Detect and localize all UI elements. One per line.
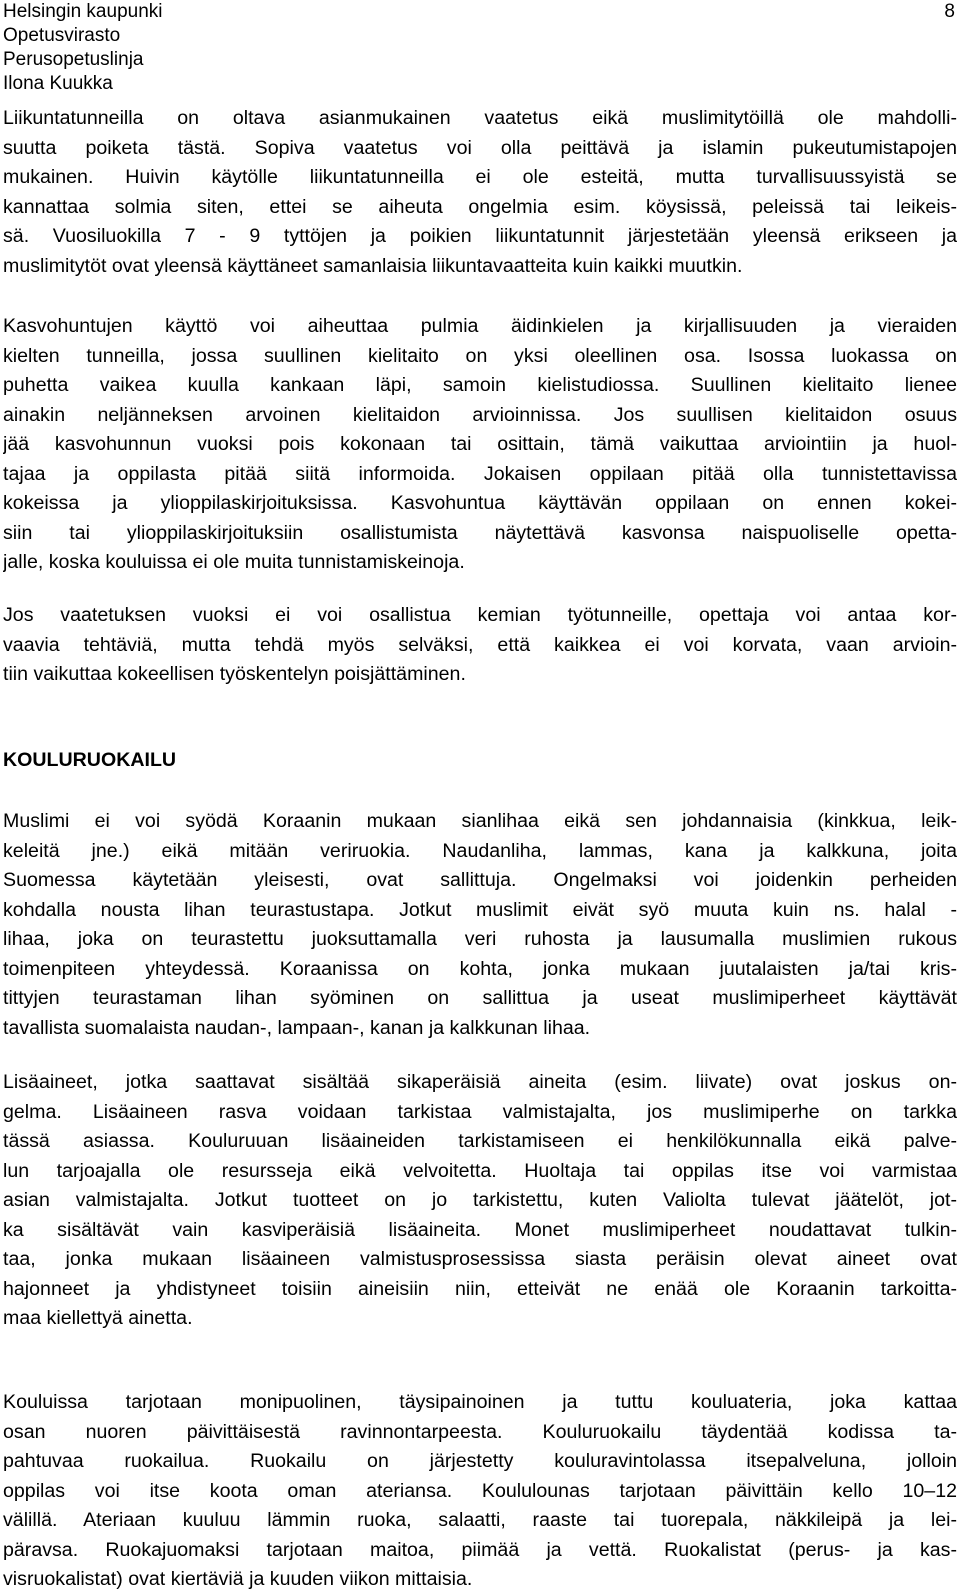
- paragraph-line: oppilas voi itse koota oman ateriansa. Koululounas tarjotaan päivittäin kello 10–12: [3, 1479, 957, 1502]
- paragraph-line: lihaa, joka on teurastettu juoksuttamalla veri ruhosta ja lausumalla muslimien rukous: [3, 928, 957, 950]
- paragraph-line: jalle, koska kouluissa ei ole muita tunnistamiskeinoja.: [3, 551, 465, 573]
- paragraph-line: tässä asiassa. Kouluruuan lisäaineiden tarkistamiseen ei henkilökunnalla eikä palve-: [3, 1130, 957, 1152]
- paragraph-line: siin tai ylioppilaskirjoituksiin osallistumista näytettävä kasvonsa naispuoliselle opetta-: [3, 521, 957, 544]
- paragraph-line: tiin vaikuttaa kokeellisen työskentelyn poisjättäminen.: [3, 663, 466, 685]
- paragraph-line: välillä. Ateriaan kuuluu lämmin ruoka, salaatti, raaste tai tuorepala, näkkileipä ja lei-: [3, 1509, 957, 1531]
- paragraph-line: toimenpiteen yhteydessä. Koraanissa on kohta, jonka mukaan juutalaisten ja/tai kris-: [3, 957, 957, 980]
- paragraph-chemistry-lessons: [3, 601, 957, 690]
- paragraph-line: tajaa ja oppilasta pitää siitä informoida. Jokaisen oppilaan pitää olla tunnistettavissa: [3, 462, 957, 485]
- paragraph-line: puhetta vaikea kuulla kankaan läpi, samoin kielistudiossa. Suullinen kielitaito lienee: [3, 374, 957, 396]
- paragraph-line: pahtuvaa ruokailua. Ruokailu on järjestetty kouluravintolassa itsepalveluna, jolloin: [3, 1450, 957, 1472]
- section-heading: KOULURUOKAILU: [3, 749, 177, 771]
- paragraph-line: ainakin neljänneksen arvoinen kielitaidon arvioinnissa. Jos suullisen kielitaidon osuus: [3, 403, 957, 426]
- paragraph-line: Lisäaineet, jotka saattavat sisältää sikaperäisiä aineita (esim. liivate) ovat joskus on-: [3, 1071, 957, 1093]
- header-department: Opetusvirasto: [3, 25, 121, 46]
- paragraph-line: taa, jonka mukaan lisäaineen valmistusprosessissa siasta peräisin olevat aineet ovat: [3, 1248, 957, 1270]
- paragraph-line: suutta poiketa tästä. Sopiva vaatetus voi olla peittävä ja islamin pukeutumistapojen: [3, 136, 957, 159]
- paragraph-line: Muslimi ei voi syödä Koraanin mukaan sianlihaa eikä sen johdannaisia (kinkkua, leik-: [3, 810, 957, 832]
- paragraph-line: kokeissa ja ylioppilaskirjoituksissa. Kasvohuntua käyttävän oppilaan on ennen kokei-: [3, 492, 957, 514]
- paragraph-line: mukainen. Huivin käytölle liikuntatunneilla ei ole esteitä, mutta turvallisuussyistä se: [3, 166, 957, 188]
- paragraph-line: muslimitytöt ovat yleensä käyttäneet samanlaisia liikuntavaatteita kuin kaikki muutkin.: [3, 254, 743, 277]
- paragraph-line: Liikuntatunneilla on oltava asianmukainen vaatetus eikä muslimitytöillä ole mahdolli-: [3, 107, 957, 129]
- paragraph-line: tavallista suomalaista naudan-, lampaan-, kanan ja kalkkunan lihaa.: [3, 1016, 591, 1039]
- header-division: Perusopetuslinja: [3, 49, 144, 70]
- paragraph-line: keleitä jne.) eikä mitään veriruokia. Naudanliha, lammas, kana ja kalkkuna, joita: [3, 839, 957, 862]
- paragraph-line: lun tarjoajalla ole resursseja eikä velvoitetta. Huoltaja tai oppilas itse voi varmistaa: [3, 1159, 957, 1182]
- paragraph-line: tittyjen teurastaman lihan syöminen on sallittua ja useat muslimiperheet käyttävät: [3, 987, 957, 1009]
- paragraph-face-veils: [3, 312, 957, 578]
- paragraph-line: Kouluissa tarjotaan monipuolinen, täysipainoinen ja tuttu kouluateria, joka kattaa: [3, 1391, 957, 1413]
- paragraph-line: Jos vaatetuksen vuoksi ei voi osallistua kemian työtunneille, opettaja voi antaa kor-: [3, 604, 957, 626]
- paragraph-line: kannattaa solmia siten, ettei se aiheuta ongelmia esim. köysissä, peleissä tai leikeis-: [3, 195, 957, 218]
- paragraph-school-meals: [3, 1388, 957, 1595]
- paragraph-line: maa kiellettyä ainetta.: [3, 1307, 193, 1329]
- paragraph-line: Kasvohuntujen käyttö voi aiheuttaa pulmia äidinkielen ja kirjallisuuden ja vieraiden: [3, 315, 957, 337]
- paragraph-line: osan nuoren päivittäisestä ravinnontarpeesta. Kouluruokailu täydentää kodissa ta-: [3, 1420, 957, 1443]
- paragraph-physical-education-clothing: [3, 104, 957, 281]
- paragraph-line: ka sisältävät vain kasviperäisiä lisäaineita. Monet muslimiperheet noudattavat tulkin-: [3, 1218, 957, 1241]
- paragraph-meat-rules: [3, 807, 957, 1043]
- document-header: [3, 0, 163, 96]
- page-number: 8: [944, 1, 955, 22]
- paragraph-line: kohdalla nousta lihan teurastustapa. Jotkut muslimit eivät syö muuta kuin ns. halal -: [3, 898, 957, 921]
- paragraph-additives: [3, 1068, 957, 1334]
- paragraph-line: jää kasvohunnun vuoksi pois kokonaan tai osittain, tämä vaikuttaa arviointiin ja huol-: [3, 433, 957, 455]
- paragraph-line: Suomessa käytetään yleisesti, ovat sallittuja. Ongelmaksi voi joidenkin perheiden: [3, 869, 957, 891]
- paragraph-line: kielten tunneilla, jossa suullinen kielitaito on yksi oleellinen osa. Isossa luokassa on: [3, 344, 957, 367]
- header-author: Ilona Kuukka: [3, 73, 113, 94]
- paragraph-line: gelma. Lisäaineen rasva voidaan tarkistaa valmistajalta, jos muslimiperhe on tarkka: [3, 1100, 957, 1123]
- paragraph-line: hajonneet ja yhdistyneet toisiin aineisiin niin, etteivät ne enää ole Koraanin tarkoitta-: [3, 1277, 957, 1300]
- paragraph-line: asian valmistajalta. Jotkut tuotteet on jo tarkistettu, kuten Valiolta tulevat jäätelöt, jot-: [3, 1189, 957, 1211]
- header-organization: Helsingin kaupunki: [3, 1, 163, 22]
- paragraph-line: päravsa. Ruokajuomaksi tarjotaan maitoa, piimää ja vettä. Ruokalistat (perus- ja kas-: [3, 1538, 957, 1561]
- paragraph-line: visruokalistat) ovat kiertäviä ja kuuden viikon mittaisia.: [3, 1568, 473, 1590]
- paragraph-line: sä. Vuosiluokilla 7 - 9 tyttöjen ja poikien liikuntatunnit järjestetään yleensä erikseen ja: [3, 225, 957, 247]
- paragraph-line: vaavia tehtäviä, mutta tehdä myös selväksi, että kaikkea ei voi korvata, vaan arvioin-: [3, 633, 957, 656]
